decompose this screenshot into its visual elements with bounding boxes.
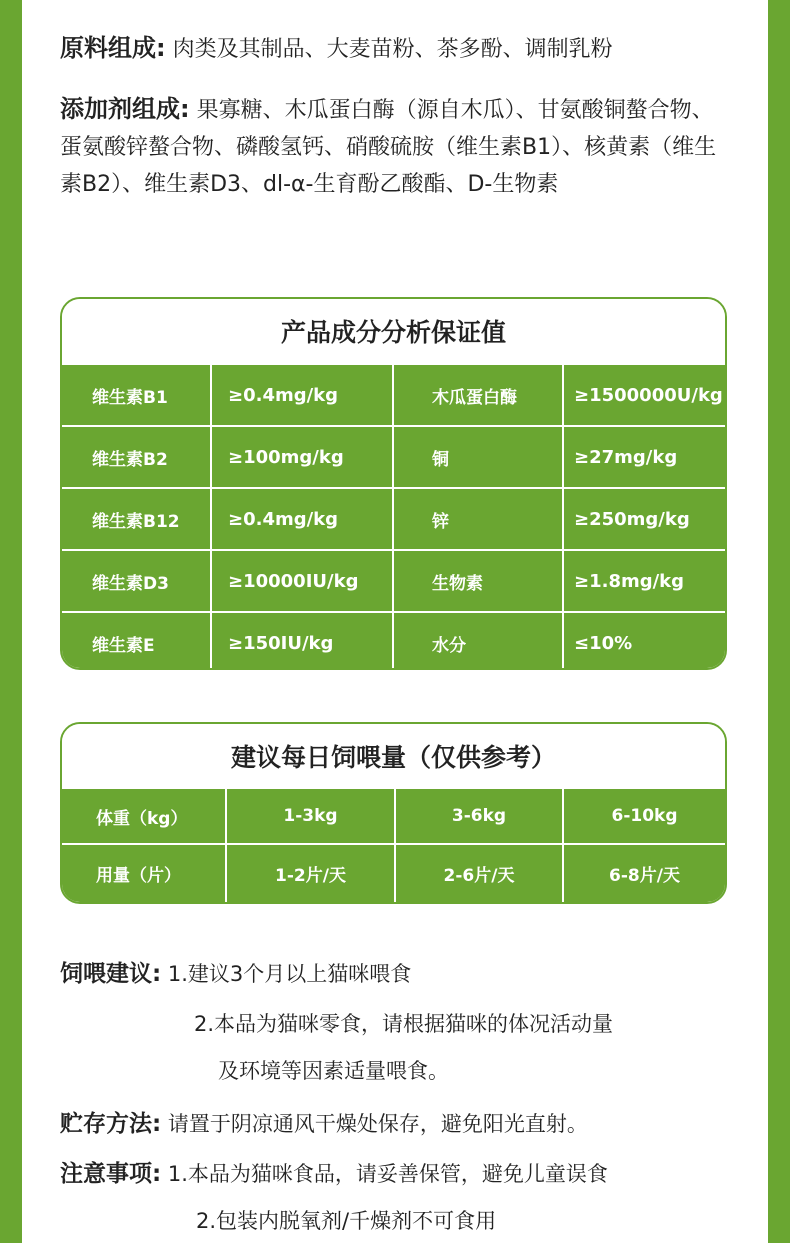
table-row <box>62 363 725 425</box>
nutrient-name: 维生素B12 <box>62 489 212 549</box>
nutrient-name: 木瓜蛋白酶 <box>394 365 564 425</box>
table-row <box>62 425 725 487</box>
feeding-advice-label: 饲喂建议: <box>60 961 162 987</box>
feeding-table-title: 建议每日饲喂量（仅供参考） <box>62 724 725 787</box>
table-row <box>62 549 725 611</box>
table-cell: 1-3kg <box>227 789 396 843</box>
ingredients-paragraph <box>60 30 730 68</box>
analysis-table-title: 产品成分分析保证值 <box>62 299 725 363</box>
nutrient-name: 维生素B1 <box>62 365 212 425</box>
ingredients-label: 原料组成: <box>60 34 166 62</box>
nutrient-name: 铜 <box>394 427 564 487</box>
nutrient-value: ≥100mg/kg <box>212 427 394 487</box>
row-header: 用量（片） <box>62 845 227 902</box>
additives-label: 添加剂组成: <box>60 95 190 123</box>
nutrient-value: ≥1500000U/kg <box>574 384 723 406</box>
table-cell: 1-2片/天 <box>227 845 396 902</box>
nutrient-value: ≥250mg/kg <box>574 508 690 530</box>
row-header: 体重（kg） <box>62 789 227 843</box>
nutrient-value: ≥0.4mg/kg <box>212 365 394 425</box>
cautions-text2: 2.包装内脱氧剂/千燥剂不可食用 <box>196 1209 497 1233</box>
analysis-table <box>60 297 727 670</box>
nutrient-value: ≥150IU/kg <box>212 613 394 670</box>
feeding-advice-text2: 2.本品为猫咪零食，请根据猫咪的体况活动量 <box>194 1012 614 1036</box>
nutrient-value: ≥10000IU/kg <box>212 551 394 611</box>
cautions-line1 <box>60 1155 608 1188</box>
table-row <box>62 487 725 549</box>
table-cell: 6-10kg <box>611 806 678 826</box>
additives-text: 果寡糖、木瓜蛋白酶（源自木瓜）、甘氨酸铜螯合物、蛋氨酸锌螯合物、磷酸氢钙、硝酸硫胺（维生素B1）、核黄素（维生素B2）、维生素D3、dl-α-生育酚乙酸酯、D-生物素 <box>60 98 717 197</box>
additives-paragraph <box>60 91 730 203</box>
storage-text: 请置于阴凉通风干燥处保存，避免阳光直射。 <box>167 1112 588 1136</box>
storage-line <box>60 1105 588 1138</box>
nutrient-name: 维生素D3 <box>62 551 212 611</box>
nutrient-name: 维生素B2 <box>62 427 212 487</box>
nutrient-name: 维生素E <box>62 613 212 670</box>
nutrient-value: ≥27mg/kg <box>574 446 678 468</box>
cautions-text1: 1.本品为猫咪食品，请妥善保管，避免儿童误食 <box>167 1162 608 1186</box>
nutrient-value: ≤10% <box>574 632 633 654</box>
table-row <box>62 787 725 843</box>
feeding-advice-line1 <box>60 955 411 988</box>
storage-label: 贮存方法: <box>60 1111 162 1137</box>
nutrient-value: ≥0.4mg/kg <box>212 489 394 549</box>
nutrient-name: 水分 <box>394 613 564 670</box>
nutrient-value: ≥1.8mg/kg <box>574 570 685 592</box>
ingredients-text: 肉类及其制品、大麦苗粉、茶多酚、调制乳粉 <box>172 37 613 62</box>
table-cell: 3-6kg <box>396 789 564 843</box>
table-cell: 6-8片/天 <box>609 866 680 886</box>
table-row <box>62 611 725 670</box>
table-row <box>62 843 725 902</box>
nutrient-name: 锌 <box>394 489 564 549</box>
cautions-label: 注意事项: <box>60 1161 162 1187</box>
table-cell: 2-6片/天 <box>396 845 564 902</box>
feeding-advice-text3: 及环境等因素适量喂食。 <box>218 1059 449 1083</box>
left-green-border <box>0 0 22 1243</box>
feeding-table <box>60 722 727 904</box>
feeding-advice-text1: 1.建议3个月以上猫咪喂食 <box>167 962 412 986</box>
nutrient-name: 生物素 <box>394 551 564 611</box>
right-green-border <box>768 0 790 1243</box>
